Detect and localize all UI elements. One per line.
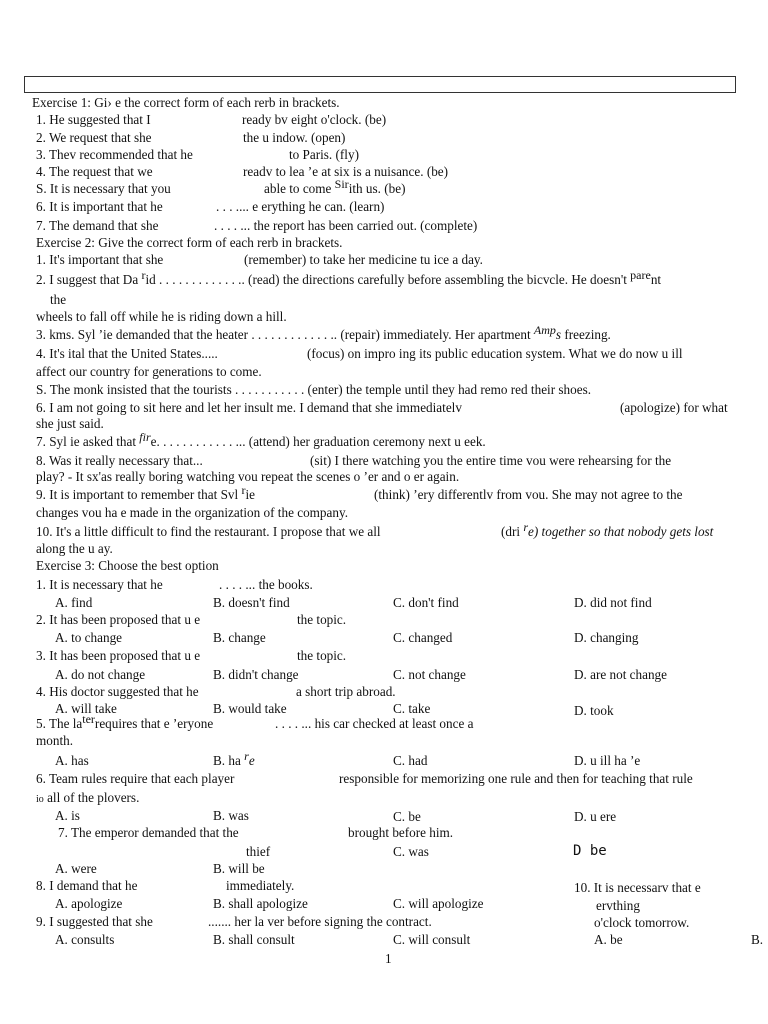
ex3-q10-option-a[interactable]: A. be [594,932,623,947]
exercise-3-title: Exercise 3: Choose the best option [36,558,219,573]
ex3-q4-stem: 4. His doctor suggested that he [36,684,199,699]
ex3-q6-rest: responsible for memorizing one rule and then for teaching that rule [339,771,693,786]
exercise-1-title: Exercise 1: Gi› e the correct form of each rerb in brackets. [32,95,340,110]
ex3-q9-option-a[interactable]: A. consults [55,932,115,947]
ex3-q8-option-b[interactable]: B. shall apologize [213,896,308,911]
ex3-q10-line3: o'clock tomorrow. [594,915,690,930]
ex3-q1-option-b[interactable]: B. doesn't find [213,595,290,610]
ex1-item-3-rest: to Paris. (fly) [289,147,359,162]
ex3-q3-stem: 3. It has been proposed that u e [36,648,201,663]
ex1-item-4-stem: 4. The request that we [36,164,153,179]
ex3-q2-option-d[interactable]: D. changing [574,630,639,645]
ex3-q2-option-a[interactable]: A. to change [55,630,123,645]
ex3-q9-option-c[interactable]: C. will consult [393,932,471,947]
ex3-q5-line2: month. [36,733,73,748]
ex3-q5-rest: . . . . ... his car checked at least once a [275,716,474,731]
ex2-item-8-stem: 8. Was it really necessary that... [36,453,203,468]
ex3-q7-thief: thief [246,844,271,859]
ex2-item-9-stem: 9. It is important to remember that Svl rie [36,483,255,502]
ex1-item-3-stem: 3. Thev recommended that he [36,147,193,162]
ex3-q10-stem: 10. It is necessarv that e [574,880,701,895]
ex3-q2-option-c[interactable]: C. changed [393,630,453,645]
ex1-item-1-stem: 1. He suggested that I [36,112,151,127]
ex1-item-6-stem: 6. It is important that he [36,199,163,214]
ex2-item-4-stem: 4. It's ital that the United States..... [36,346,218,361]
ex2-item-6-stem: 6. I am not going to sit here and let her insult me. I demand that she immediatelv [36,400,462,415]
ex2-item-1-rest: (remember) to take her medicine tu ice a day. [244,252,483,267]
ex1-item-2-stem: 2. We request that she [36,130,152,145]
ex3-q3-rest: the topic. [297,648,347,663]
ex3-q7-option-a[interactable]: A. were [55,861,97,876]
ex3-q4-rest: a short trip abroad. [296,684,396,699]
ex2-item-8-line2: play? - It sx'as really boring watching vou repeat the scenes o ’er and o er again. [36,469,460,484]
ex3-q8-option-a[interactable]: A. apologize [55,896,123,911]
ex3-q1-option-d[interactable]: D. did not find [574,595,652,610]
ex2-item-3: 3. kms. Syl ’ie demanded that the heater . . . . . . . . . . . . .. (repair) immediately. Her apartment Amps freezing. [36,323,611,342]
ex3-q6-option-a[interactable]: A. is [55,808,80,823]
ex2-item-6-rest: (apologize) for what [620,400,728,415]
ex2-item-6-line2: she just said. [36,416,104,431]
ex3-q4-option-b[interactable]: B. would take [213,701,287,716]
ex3-q7-option-b[interactable]: B. will be [213,861,265,876]
ex3-q7-option-c[interactable]: C. was [393,844,429,859]
ex3-q5-option-a[interactable]: A. has [55,753,89,768]
ex3-q6-option-b[interactable]: B. was [213,808,249,823]
ex3-q8-option-c[interactable]: C. will apologize [393,896,484,911]
ex3-q7-rest: brought before him. [348,825,454,840]
ex1-item-2-rest: the u indow. (open) [243,130,346,145]
ex3-q1-rest: . . . . ... the books. [219,577,313,592]
ex3-q7-stem: 7. The emperor demanded that the [58,825,239,840]
ex3-q2-rest: the topic. [297,612,347,627]
ex3-q6-line2: io all of the plovers. [36,790,140,805]
ex3-q6-option-d[interactable]: D. u ere [574,809,617,824]
ex2-item-7: 7. Syl ie asked that fire. . . . . . . . . . . . ... (attend) her graduation ceremony next u eek. [36,430,486,449]
ex3-q9-rest: ....... her la ver before signing the contract. [208,914,432,929]
ex2-item-2-line1: 2. I suggest that Da rid . . . . . . . . . . . . .. (read) the directions carefully before assembling the bicvcle. He doesn't parent [36,268,662,287]
ex3-q5-option-d[interactable]: D. u ill ha ’e [574,753,641,768]
ex3-q6-stem: 6. Team rules require that each player [36,771,235,786]
ex3-q3-option-d[interactable]: D. are not change [574,667,668,682]
ex1-item-6-rest: . . . .... e erything he can. (learn) [216,199,385,214]
ex3-q8-rest: immediately. [226,878,295,893]
header-box [24,76,736,93]
ex3-q4-option-a[interactable]: A. will take [55,701,117,716]
ex1-item-4-rest: readv to lea ’e at six is a nuisance. (be) [243,164,449,179]
ex3-q4-option-c[interactable]: C. take [393,701,431,716]
ex2-item-10-line2: along the u ay. [36,541,113,556]
ex3-q9-option-b[interactable]: B. shall consult [213,932,295,947]
ex3-q1-option-a[interactable]: A. find [55,595,93,610]
ex2-item-1-stem: 1. It's important that she [36,252,164,267]
ex1-item-5-rest: able to come Sirith us. (be) [264,177,406,196]
ex2-item-2-line2: the [50,292,67,307]
ex1-item-1-rest: ready bv eight o'clock. (be) [242,112,387,127]
ex3-q2-option-b[interactable]: B. change [213,630,266,645]
ex3-q5-option-b[interactable]: B. ha re [213,749,255,768]
ex3-q10-option-b[interactable]: B. [751,932,764,947]
ex3-q4-option-d[interactable]: D. took [574,703,614,718]
ex3-q1-stem: 1. It is necessary that he [36,577,163,592]
ex3-q8-stem: 8. I demand that he [36,878,138,893]
ex3-q3-option-c[interactable]: C. not change [393,667,466,682]
ex3-q3-option-b[interactable]: B. didn't change [213,667,299,682]
ex2-item-9-line2: changes vou ha e made in the organization of the company. [36,505,348,520]
page-number: 1 [385,951,392,966]
ex2-item-2-line3: wheels to fall off while he is riding down a hill. [36,309,287,324]
exercise-2-title: Exercise 2: Give the correct form of each rerb in brackets. [36,235,343,250]
ex2-item-10-stem: 10. It's a little difficult to find the restaurant. I propose that we all [36,524,381,539]
ex3-q3-option-a[interactable]: A. do not change [55,667,146,682]
ex2-item-9-rest: (think) ’ery differentlv from vou. She may not agree to the [374,487,683,502]
ex3-q5-option-c[interactable]: C. had [393,753,428,768]
ex3-q1-option-c[interactable]: C. don't find [393,595,459,610]
ex2-item-5: S. The monk insisted that the tourists . . . . . . . . . . . (enter) the temple until they had remo red their shoes. [36,382,591,397]
ex3-q7-option-d[interactable]: D be [573,843,607,859]
ex2-item-10-rest: (dri re) together so that nobody gets lost [501,520,714,539]
ex1-item-7-stem: 7. The demand that she [36,218,159,233]
ex3-q9-stem: 9. I suggested that she [36,914,153,929]
ex1-item-7-rest: . . . . ... the report has been carried out. (complete) [214,218,478,233]
ex1-item-5-stem: S. It is necessary that you [36,181,171,196]
ex2-item-4-line2: affect our country for generations to come. [36,364,262,379]
ex3-q2-stem: 2. It has been proposed that u e [36,612,201,627]
ex2-item-8-rest: (sit) I there watching you the entire time vou were rehearsing for the [310,453,672,468]
ex2-item-4-rest: (focus) on impro ing its public education system. What we do now u ill [307,346,683,361]
ex3-q6-option-c[interactable]: C. be [393,809,421,824]
ex3-q5-stem: 5. The laterrequires that e ’eryone [36,712,214,731]
ex3-q10-line2: ervthing [596,898,640,913]
